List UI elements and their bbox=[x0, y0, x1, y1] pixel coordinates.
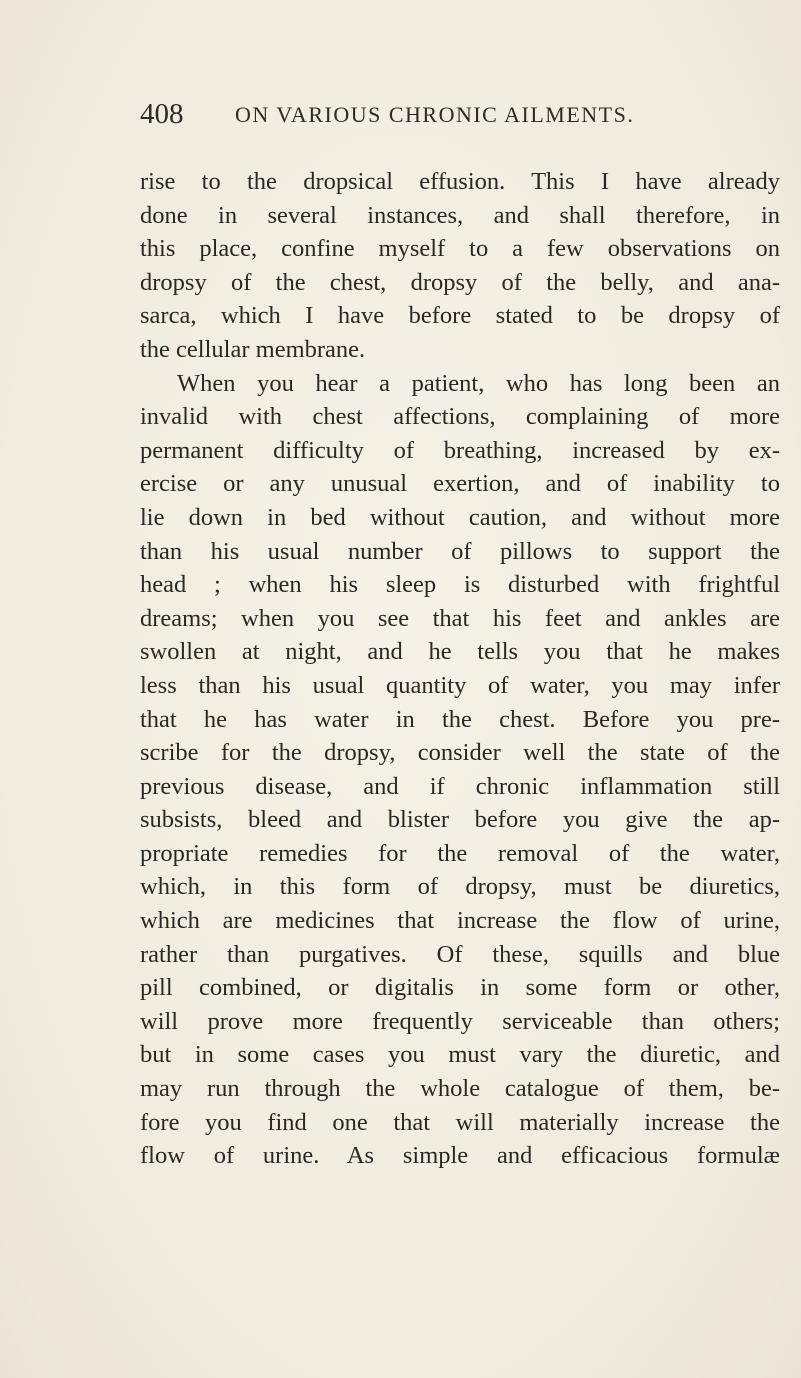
text-line: subsists, bleed and blister before you give the ap- bbox=[140, 806, 780, 834]
running-title: ON VARIOUS CHRONIC AILMENTS. bbox=[235, 102, 635, 127]
text-line: the cellular membrane. bbox=[140, 335, 366, 363]
text-line: done in several instances, and shall therefore, in bbox=[140, 201, 780, 229]
text-line: ercise or any unusual exertion, and of inability to bbox=[140, 470, 780, 498]
page-header bbox=[140, 94, 780, 134]
text-line: but in some cases you must vary the diuretic, and bbox=[140, 1041, 780, 1069]
text-line: may run through the whole catalogue of them, be- bbox=[140, 1075, 780, 1103]
text-line: invalid with chest affections, complaining of more bbox=[140, 403, 780, 431]
text-line: permanent difficulty of breathing, increased by ex- bbox=[140, 436, 780, 464]
text-line: that he has water in the chest. Before you pre- bbox=[140, 705, 780, 733]
text-line: dropsy of the chest, dropsy of the belly, and ana- bbox=[140, 268, 780, 296]
text-line: rise to the dropsical effusion. This I have already bbox=[140, 168, 780, 195]
text-line: less than his usual quantity of water, you may infer bbox=[140, 671, 780, 699]
text-line: fore you find one that will materially increase the bbox=[140, 1108, 780, 1136]
body-text bbox=[140, 165, 780, 1173]
page-number: 408 bbox=[140, 98, 184, 130]
text-line: dreams; when you see that his feet and ankles are bbox=[140, 604, 780, 632]
text-line: lie down in bed without caution, and without more bbox=[140, 503, 780, 531]
text-line: head ; when his sleep is disturbed with frightful bbox=[140, 571, 780, 599]
paragraph-start-line: When you hear a patient, who has long been an bbox=[177, 369, 780, 397]
text-line: will prove more frequently serviceable than others; bbox=[140, 1007, 780, 1035]
text-line: previous disease, and if chronic inflammation still bbox=[140, 772, 780, 800]
text-line: scribe for the dropsy, consider well the state of the bbox=[140, 739, 780, 767]
text-line: rather than purgatives. Of these, squills and blue bbox=[140, 940, 780, 968]
text-line: swollen at night, and he tells you that he makes bbox=[140, 638, 780, 666]
text-line: flow of urine. As simple and efficacious formulæ bbox=[140, 1142, 780, 1170]
text-line: sarca, which I have before stated to be dropsy of bbox=[140, 302, 780, 330]
text-line: this place, confine myself to a few observations on bbox=[140, 235, 780, 263]
text-line: propriate remedies for the removal of the water, bbox=[140, 839, 780, 867]
text-line: which are medicines that increase the flow of urine, bbox=[140, 907, 780, 935]
text-line: than his usual number of pillows to support the bbox=[140, 537, 780, 565]
text-line: which, in this form of dropsy, must be diuretics, bbox=[140, 873, 780, 901]
text-line: pill combined, or digitalis in some form or other, bbox=[140, 974, 780, 1002]
